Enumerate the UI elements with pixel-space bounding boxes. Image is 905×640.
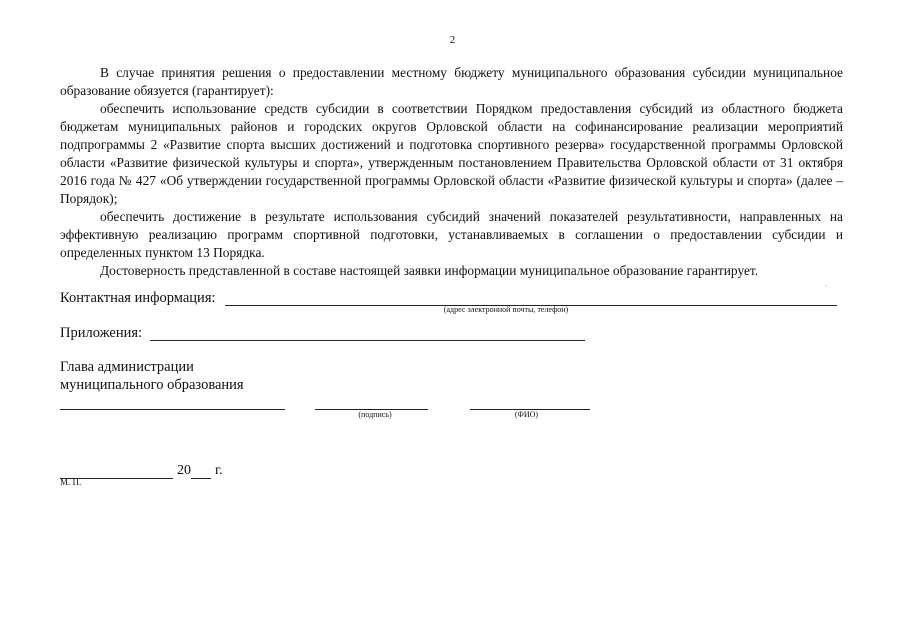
contact-info-label: Контактная информация: (60, 290, 216, 306)
attachments-field[interactable] (150, 340, 585, 341)
date-year-blank[interactable] (191, 465, 211, 479)
paragraph-reliability-guarantee: Достоверность представленной в составе настоящей заявки информации муниципальное образование гарантирует. (100, 263, 759, 278)
document-body (60, 64, 843, 280)
paragraph-obligation-intro: В случае принятия решения о предоставлении местному бюджету муниципального образования субсидии муниципальное образование обязуется (гарантирует): (60, 65, 843, 98)
paragraph-use-of-funds: обеспечить использование средств субсидии в соответствии Порядком предоставления субсидий из областного бюджета бюджетам муниципальных районов и городских округов Орловской области на софинансирование реализации мероприятий подпрограммы 2 «Развитие спорта высших достижений и подготовка спортивного резерва» государственной программы Орловской области «Развитие физической культуры и спорта», утвержденным постановлением Правительства Орловской области от 31 октября 2016 года № 427 «Об утверждении государственной программы Орловской области «Развитие физической культуры и спорта» (далее – Порядок); (60, 101, 843, 206)
date-year-suffix: г. (215, 463, 223, 478)
head-of-administration-title (60, 358, 244, 394)
stamp-label: М. П. (60, 477, 82, 487)
fio-hint: (ФИО) (514, 410, 539, 419)
date-year-prefix: 20 (177, 463, 191, 478)
scan-dot-mark: · (825, 282, 828, 291)
contact-info-hint: (адрес электронной почты, телефон) (443, 305, 569, 314)
paragraph-performance-indicators: обеспечить достижение в результате использования субсидий значений показателей результативности, направленных на эффективную реализацию программ спортивной подготовки, устанавливаемых в соглашении о предоставлении субсидии и определенных пунктом 13 Порядка. (60, 209, 843, 260)
head-title-line-2: муниципального образования (60, 377, 244, 393)
head-title-line-1: Глава администрации (60, 359, 194, 375)
attachments-label: Приложения: (60, 325, 143, 341)
signature-hint: (подпись) (358, 410, 392, 419)
position-field[interactable] (60, 409, 285, 410)
page-number: 2 (449, 34, 456, 46)
date-year-field (177, 463, 223, 479)
